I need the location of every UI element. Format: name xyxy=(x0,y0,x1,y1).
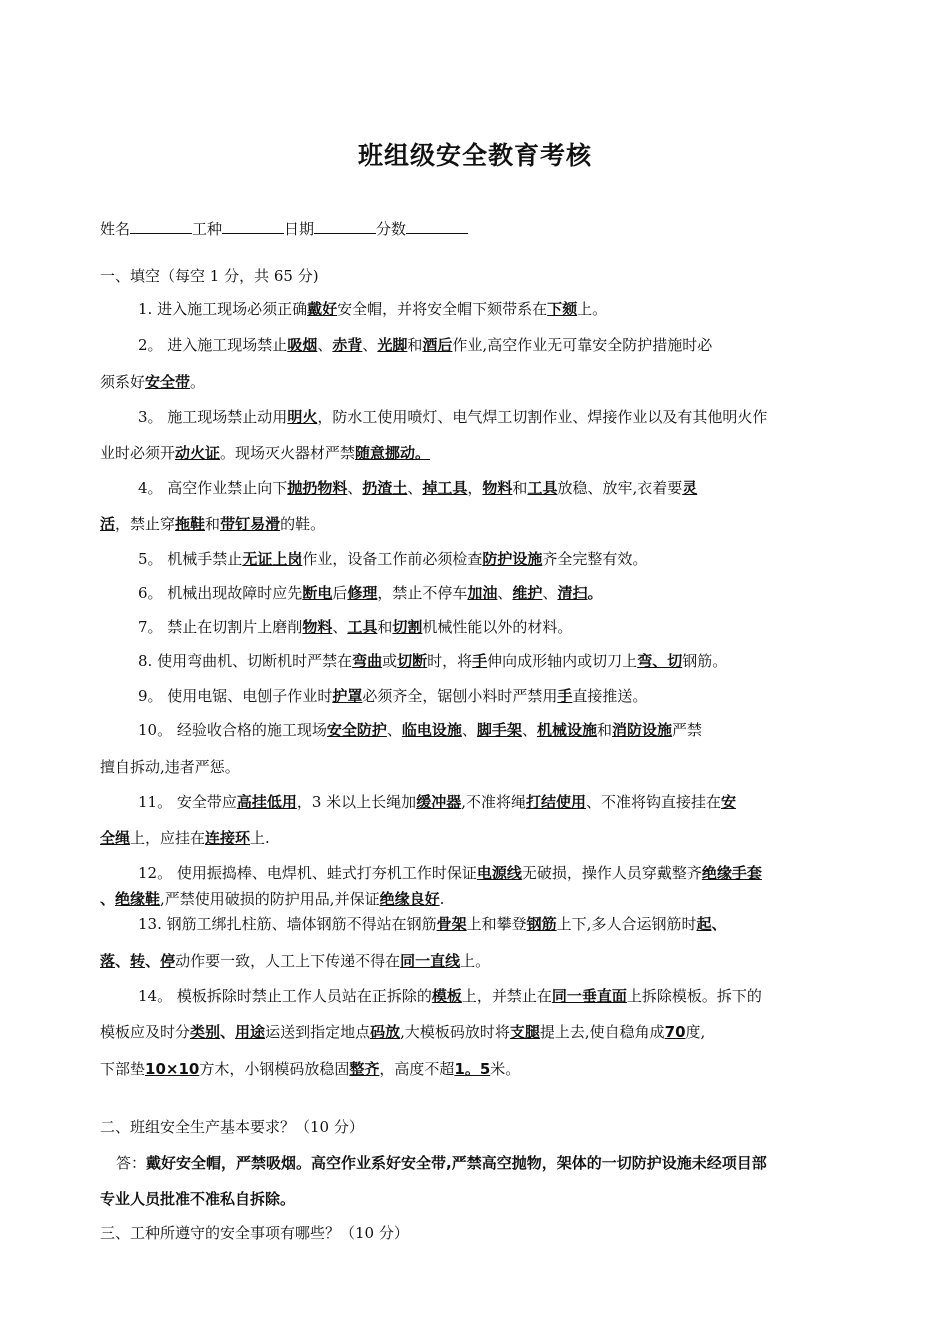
q13-text: 、 xyxy=(115,952,131,970)
q14-text: ,大模板码放时将 xyxy=(400,1023,510,1041)
answer-fill: 模板 xyxy=(431,987,462,1005)
q14-text: 下部垫 xyxy=(100,1060,146,1078)
answer-fill: 清扫 xyxy=(557,584,588,602)
answer-fill: 用途 xyxy=(235,1023,266,1041)
q11-text: 上. xyxy=(250,829,270,847)
question-11 xyxy=(100,792,894,812)
answer-fill: 手 xyxy=(557,687,573,705)
section1-heading: 一、填空（每空 1 分，共 65 分) xyxy=(100,267,319,285)
q2-text: 须系好 xyxy=(100,373,146,391)
question-13-cont xyxy=(100,951,856,971)
question-11-cont xyxy=(100,828,856,848)
q5-text: 5。 机械手禁止 xyxy=(138,550,243,568)
q11-text: 11。 安全带应 xyxy=(138,793,237,811)
answer-fill: 骨架 xyxy=(436,915,467,933)
q6-text: 、 xyxy=(542,584,558,602)
answer-fill: 起 xyxy=(696,915,712,933)
answer-fill: 物料 xyxy=(302,618,333,636)
answer-fill: 打结使用 xyxy=(525,793,586,811)
answer-fill: 明火 xyxy=(287,408,318,426)
question-8 xyxy=(100,651,894,671)
q10-text: 和 xyxy=(596,721,612,739)
q13-text: 、 xyxy=(711,915,727,933)
q10-text: 、 xyxy=(386,721,402,739)
question-6 xyxy=(100,583,894,603)
q13-text: 13. 钢筋工绑扎柱筋、墙体钢筋不得站在钢筋 xyxy=(138,915,437,933)
question-4 xyxy=(100,478,894,498)
q2-text: 、 xyxy=(317,336,333,354)
q5-text: 齐全完整有效。 xyxy=(542,550,648,568)
name-blank[interactable] xyxy=(130,219,192,234)
answer-fill: 手 xyxy=(472,652,488,670)
q13-text: 上下,多人合运钢筋时 xyxy=(556,915,697,933)
answer-fill: 酒后 xyxy=(422,336,453,354)
answer-fill: 掉工具 xyxy=(422,479,468,497)
q6-text: 后 xyxy=(332,584,348,602)
q9-text: 9。 使用电锯、电刨子作业时 xyxy=(138,687,333,705)
q11-text: ,不准将绳 xyxy=(461,793,526,811)
q4-text: ， xyxy=(467,479,483,497)
answer-fill: 带钉易滑 xyxy=(220,515,281,533)
q8-text: 8. 使用弯曲机、切断机时严禁在 xyxy=(138,652,353,670)
answer-fill: 全绳 xyxy=(100,829,131,847)
answer-fill: 无证上岗 xyxy=(242,550,303,568)
answer-fill: 吸烟 xyxy=(287,336,318,354)
q2-text: 。 xyxy=(190,373,206,391)
q4-text: 、 xyxy=(347,479,363,497)
answer-fill: 70 xyxy=(664,1023,686,1041)
q7-text: 和 xyxy=(377,618,393,636)
header-fields xyxy=(100,219,856,239)
answer-fill: 同一垂直面 xyxy=(551,987,627,1005)
answer-fill: 扔渣土 xyxy=(362,479,408,497)
q7-text: 、 xyxy=(332,618,348,636)
question-12-cont xyxy=(100,889,856,909)
question-9 xyxy=(100,686,894,706)
q5-text: 作业，设备工作前必须检查 xyxy=(302,550,483,568)
answer-fill: 修理 xyxy=(347,584,378,602)
q10-text: 严禁 xyxy=(672,721,703,739)
q4-text: 、 xyxy=(407,479,423,497)
q12-text: 、 xyxy=(100,890,116,908)
q14-text: 模板应及时分 xyxy=(100,1023,191,1041)
answer-fill: 随意挪动。 xyxy=(355,444,431,462)
q14-text: 米。 xyxy=(490,1060,521,1078)
section3-heading: 三、工种所遵守的安全事项有哪些？（10 分） xyxy=(100,1224,409,1242)
question-14 xyxy=(100,986,894,1006)
answer-fill: 工具 xyxy=(347,618,378,636)
q2-text: 2。 进入施工现场禁止 xyxy=(138,336,288,354)
answer-fill: 戴好 xyxy=(307,300,338,318)
answer-fill: 支腿 xyxy=(509,1023,540,1041)
q13-text: 上和攀登 xyxy=(466,915,527,933)
answer-fill: 物料 xyxy=(482,479,513,497)
question-7 xyxy=(100,617,894,637)
q14-text: 、 xyxy=(220,1023,236,1041)
q3-text: 。现场灭火器材严禁 xyxy=(220,444,356,462)
q8-text: 钢筋。 xyxy=(682,652,728,670)
answer-fill: 加油 xyxy=(467,584,498,602)
q4-text: 4。 高空作业禁止向下 xyxy=(138,479,288,497)
q13-text: 上。 xyxy=(460,952,491,970)
q4-text: 和 xyxy=(512,479,528,497)
q1-text: 1. 进入施工现场必须正确 xyxy=(138,300,308,318)
page-title: 班组级安全教育考核 xyxy=(357,141,592,170)
q14-text: 方木，小钢模码放稳固 xyxy=(199,1060,350,1078)
answer-fill: 安 xyxy=(721,793,737,811)
q4-text: 放稳、放牢,衣着要 xyxy=(557,479,683,497)
answer-fill: 防护设施 xyxy=(482,550,543,568)
trade-label: 工种 xyxy=(192,220,223,238)
answer-fill: 断电 xyxy=(302,584,333,602)
q4-text: 的鞋。 xyxy=(280,515,326,533)
q9-text: 必须齐全，锯刨小料时严禁用 xyxy=(362,687,558,705)
answer-fill: 切断 xyxy=(397,652,428,670)
answer-fill: 维护 xyxy=(512,584,543,602)
section2-answer xyxy=(100,1153,872,1173)
answer-fill: 脚手架 xyxy=(476,721,522,739)
answer-fill: 弯、切 xyxy=(637,652,683,670)
answer-fill: 1。5 xyxy=(454,1060,491,1078)
question-14-cont1 xyxy=(100,1022,856,1042)
answer-fill: 切割 xyxy=(392,618,423,636)
q6-text: 6。 机械出现故障时应先 xyxy=(138,584,303,602)
answer-fill: 护罩 xyxy=(332,687,363,705)
q11-text: 上，应挂在 xyxy=(130,829,206,847)
answer-fill: 电源线 xyxy=(476,864,522,882)
answer-fill: 连接环 xyxy=(205,829,251,847)
answer-fill: 下颏 xyxy=(547,300,578,318)
name-label: 姓名 xyxy=(100,220,131,238)
question-3-cont xyxy=(100,443,856,463)
answer-fill: 安全防护 xyxy=(326,721,387,739)
q3-text: 3。 施工现场禁止动用 xyxy=(138,408,288,426)
answer-fill: 绝缘鞋 xyxy=(115,890,161,908)
answer-fill: 光脚 xyxy=(377,336,408,354)
q14-text: 运送到指定地点 xyxy=(265,1023,371,1041)
answer-fill: 高挂低用 xyxy=(236,793,297,811)
answer-fill: 拖鞋 xyxy=(175,515,206,533)
q8-text: 或 xyxy=(382,652,398,670)
q7-text: 7。 禁止在切割片上磨削 xyxy=(138,618,303,636)
section2-heading: 二、班组安全生产基本要求？（10 分） xyxy=(100,1118,364,1136)
q6-text: ，禁止不停车 xyxy=(377,584,468,602)
q1-text: 上。 xyxy=(577,300,608,318)
answer-fill: 工具 xyxy=(527,479,558,497)
q14-text: 度, xyxy=(685,1023,706,1041)
answer-fill: 消防设施 xyxy=(611,721,672,739)
q13-text: 、 xyxy=(145,952,161,970)
question-1 xyxy=(100,299,894,319)
answer-fill: 落 xyxy=(100,952,116,970)
q4-text: 和 xyxy=(205,515,221,533)
q14-text: ，高度不超 xyxy=(379,1060,455,1078)
question-10 xyxy=(100,720,894,740)
answer-text: 戴好安全帽，严禁吸烟。高空作业系好安全带,严禁高空抛物，架体的一切防护设施未经项目部 xyxy=(146,1154,767,1172)
q12-text: 无破损，操作人员穿戴整齐 xyxy=(521,864,702,882)
answer-fill: 转 xyxy=(130,952,146,970)
answer-fill: 活 xyxy=(100,515,116,533)
answer-fill: 10×10 xyxy=(145,1060,200,1078)
q6-text: 。 xyxy=(587,584,603,602)
answer-fill: 赤背 xyxy=(332,336,363,354)
answer-fill: 临电设施 xyxy=(401,721,462,739)
question-4-cont xyxy=(100,514,856,534)
answer-fill: 灵 xyxy=(682,479,698,497)
q14-text: 14。 模板拆除时禁止工作人员站在正拆除的 xyxy=(138,987,432,1005)
section2-answer-cont: 专业人员批准不准私自拆除。 xyxy=(100,1190,296,1208)
q6-text: 、 xyxy=(497,584,513,602)
answer-fill: 整齐 xyxy=(349,1060,380,1078)
answer-fill: 机械设施 xyxy=(536,721,597,739)
q14-text: 提上去,使自稳角成 xyxy=(539,1023,665,1041)
q10-text: 、 xyxy=(461,721,477,739)
q7-text: 机械性能以外的材料。 xyxy=(422,618,573,636)
answer-fill: 同一直线 xyxy=(400,952,461,970)
q2-text: 和 xyxy=(407,336,423,354)
answer-fill: 码放 xyxy=(370,1023,401,1041)
q14-text: 上拆除模板。拆下的 xyxy=(626,987,762,1005)
q3-text: 业时必须开 xyxy=(100,444,176,462)
q12-text: 12。 使用振捣棒、电焊机、蛙式打夯机工作时保证 xyxy=(138,864,477,882)
date-label: 日期 xyxy=(284,220,315,238)
q8-text: 时，将 xyxy=(427,652,473,670)
answer-fill: 弯曲 xyxy=(352,652,383,670)
q4-text: ，禁止穿 xyxy=(115,515,176,533)
question-13 xyxy=(100,914,894,934)
answer-fill: 绝缘良好 xyxy=(379,890,440,908)
q12-text: . xyxy=(439,890,445,908)
answer-fill: 类别 xyxy=(190,1023,221,1041)
q10-text: 、 xyxy=(521,721,537,739)
question-2-cont xyxy=(100,372,856,392)
answer-label: 答： xyxy=(116,1154,147,1172)
trade-blank[interactable] xyxy=(222,219,284,234)
question-3 xyxy=(100,407,894,427)
q2-text: 、 xyxy=(362,336,378,354)
q11-text: 、不准将钩直接挂在 xyxy=(586,793,722,811)
answer-fill: 安全带 xyxy=(145,373,191,391)
answer-fill: 缓冲器 xyxy=(416,793,462,811)
question-10-cont: 擅自拆动,违者严惩。 xyxy=(100,758,240,776)
question-2 xyxy=(100,335,894,355)
q3-text: ，防水工使用喷灯、电气焊工切割作业、焊接作业以及有其他明火作 xyxy=(317,408,768,426)
question-5 xyxy=(100,549,894,569)
q12-text: ,严禁使用破损的防护用品,并保证 xyxy=(160,890,380,908)
answer-fill: 抛扔物料 xyxy=(287,479,348,497)
q14-text: 上，并禁止在 xyxy=(461,987,552,1005)
answer-fill: 钢筋 xyxy=(526,915,557,933)
q10-text: 10。 经验收合格的施工现场 xyxy=(138,721,327,739)
question-14-cont2 xyxy=(100,1059,856,1079)
date-blank[interactable] xyxy=(314,219,376,234)
q9-text: 直接推送。 xyxy=(572,687,648,705)
q2-text: 作业,高空作业无可靠安全防护措施时必 xyxy=(452,336,713,354)
score-label: 分数 xyxy=(376,220,407,238)
question-12 xyxy=(100,863,894,883)
answer-fill: 停 xyxy=(160,952,176,970)
answer-fill: 绝缘手套 xyxy=(701,864,762,882)
score-blank[interactable] xyxy=(406,219,468,234)
answer-fill: 动火证 xyxy=(175,444,221,462)
q8-text: 伸向成形轴内或切刀上 xyxy=(487,652,638,670)
q11-text: ，3 米以上长绳加 xyxy=(296,793,417,811)
q1-text: 安全帽，并将安全帽下颏带系在 xyxy=(337,300,548,318)
q13-text: 动作要一致，人工上下传递不得在 xyxy=(175,952,401,970)
